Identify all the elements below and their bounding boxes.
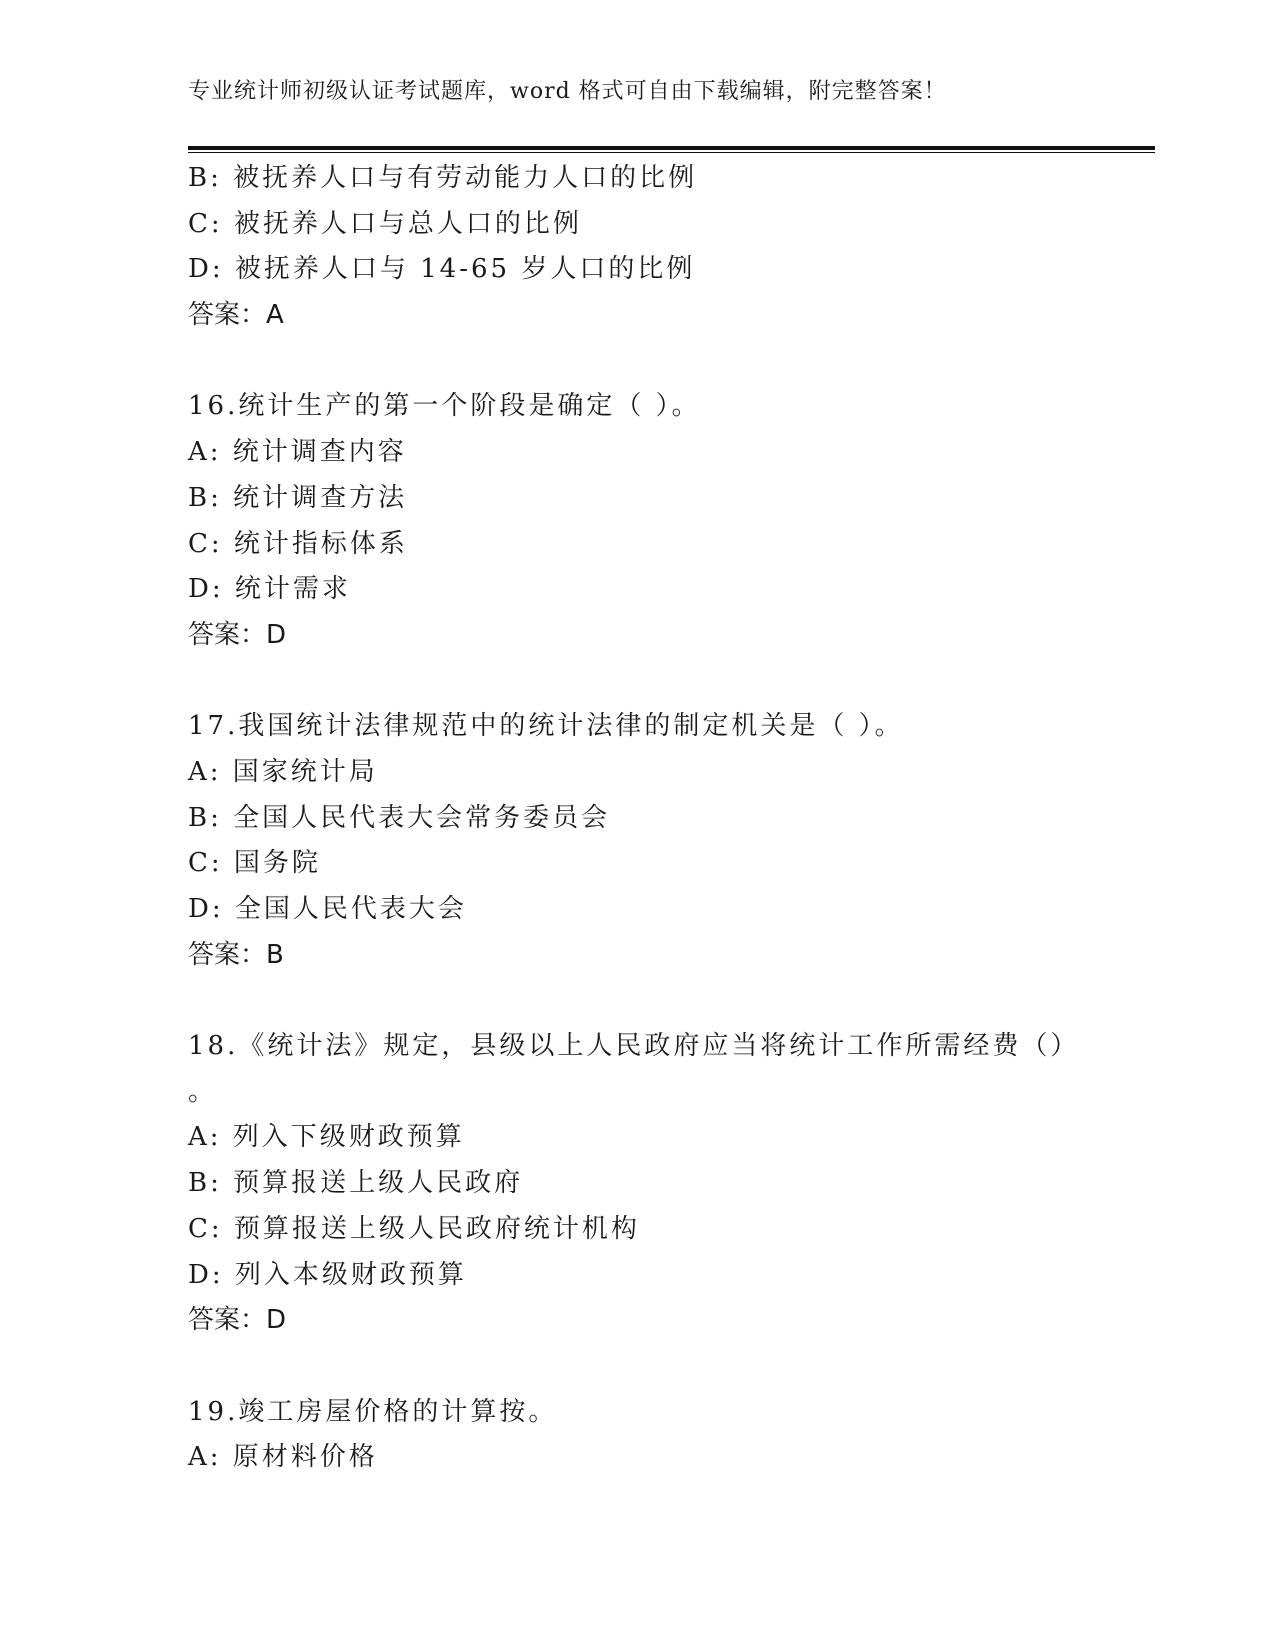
option-line: A: 国家统计局: [188, 756, 378, 787]
option-line: D: 全国人民代表大会: [188, 894, 467, 924]
option-line: D: 被抚养人口与 14-65 岁人口的比例: [188, 254, 696, 285]
question-stem-continuation: 。: [188, 1076, 218, 1107]
option-line: B: 预算报送上级人民政府: [188, 1168, 524, 1199]
option-line: A: 统计调查内容: [188, 437, 407, 468]
header-rule-thick: [188, 146, 1155, 150]
option-line: C: 预算报送上级人民政府统计机构: [188, 1213, 640, 1244]
spacer: [188, 1344, 1155, 1390]
question-list: [188, 156, 1155, 1481]
spacer: [188, 978, 1155, 1024]
option-line: B: 统计调查方法: [188, 482, 408, 513]
option-line: C: 被抚养人口与总人口的比例: [188, 208, 582, 239]
answer-line: 答案：B: [188, 939, 284, 970]
question-stem: 17.我国统计法律规范中的统计法律的制定机关是（ ）。: [188, 711, 904, 742]
option-line: D: 统计需求: [188, 574, 351, 605]
spacer: [188, 339, 1155, 385]
option-line: C: 国务院: [188, 848, 321, 879]
question-stem: 16.统计生产的第一个阶段是确定（ ）。: [188, 391, 701, 422]
answer-line: 答案：D: [188, 619, 287, 650]
header-rule-thin: [188, 152, 1155, 153]
question-stem: 19.竣工房屋价格的计算按。: [188, 1396, 558, 1427]
spacer: [188, 659, 1155, 705]
option-line: A: 原材料价格: [188, 1442, 378, 1473]
option-line: D: 列入本级财政预算: [188, 1259, 467, 1290]
option-line: A: 列入下级财政预算: [188, 1122, 465, 1153]
answer-line: 答案：D: [188, 1305, 287, 1336]
question-stem: 18.《统计法》规定，县级以上人民政府应当将统计工作所需经费（）: [188, 1031, 1080, 1062]
option-line: B: 被抚养人口与有劳动能力人口的比例: [188, 163, 698, 193]
option-line: B: 全国人民代表大会常务委员会: [188, 802, 611, 833]
option-line: C: 统计指标体系: [188, 528, 408, 559]
page-header: 专业统计师初级认证考试题库，word 格式可自由下载编辑，附完整答案！: [188, 79, 947, 104]
answer-line: 答案：A: [188, 300, 284, 331]
